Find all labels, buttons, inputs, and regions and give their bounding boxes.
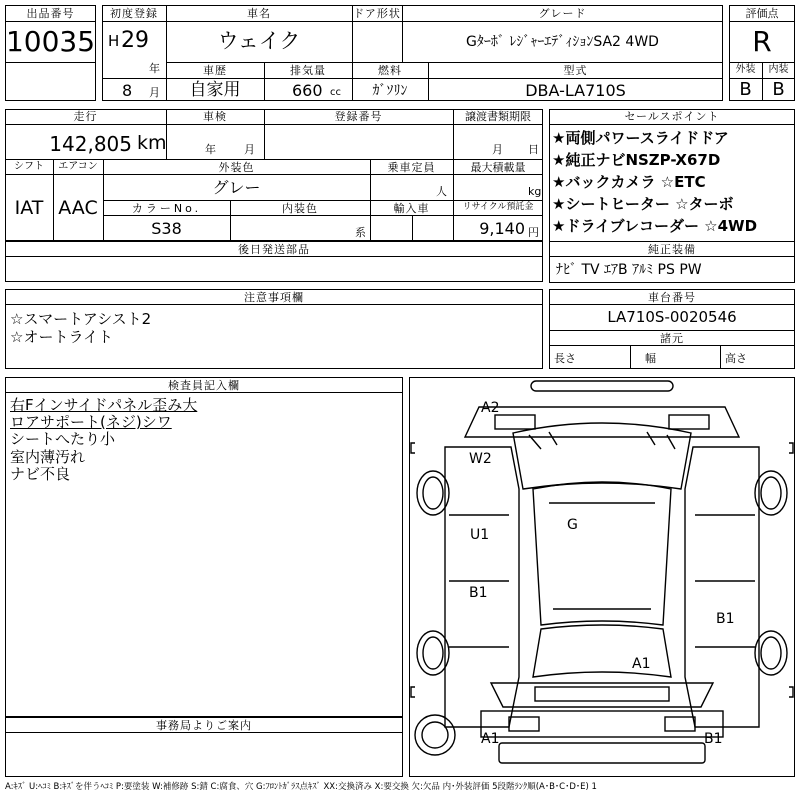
- width-label: 幅: [645, 352, 656, 365]
- lot-no-header: 出品番号: [26, 7, 75, 20]
- length-label: 長さ: [554, 352, 576, 365]
- history-value: 自家用: [189, 80, 241, 100]
- displacement-value: 660: [292, 81, 323, 100]
- note-2: ☆オートライト: [10, 328, 113, 346]
- exterior-header: 外装: [735, 64, 756, 75]
- mark-a1-mid: A1: [632, 656, 651, 672]
- inspection-header: 車検: [203, 110, 227, 123]
- mark-u1: U1: [470, 527, 490, 543]
- ac-header: エアコン: [58, 161, 98, 172]
- fuel-value: ｶﾞｿﾘﾝ: [372, 83, 408, 99]
- import-header: 輸入車: [393, 202, 430, 215]
- ext-color-value: グレー: [212, 178, 261, 197]
- mark-a1-bottom: A1: [481, 731, 500, 747]
- recycle-unit: 円: [528, 226, 539, 239]
- mark-b1-bottom: B1: [704, 731, 723, 747]
- grade-header: グレード: [538, 7, 587, 20]
- recycle-value: 9,140: [479, 219, 525, 238]
- transfer-deadline-header: 譲渡書類期限: [465, 110, 531, 123]
- model-code-value: DBA-LA710S: [525, 81, 626, 100]
- notes-header: 注意事項欄: [244, 291, 304, 304]
- lot-no: 10035: [5, 25, 96, 58]
- grade-value: Gﾀｰﾎﾞ ﾚｼﾞｬｰｴﾃﾞｨｼｮﾝSA2 4WD: [466, 34, 659, 50]
- model-name: ウェイク: [217, 29, 301, 53]
- first-reg-month: 8: [122, 81, 133, 100]
- note-1: ☆スマートアシスト2: [10, 310, 152, 328]
- color-no-header: カラーNo.: [131, 202, 202, 215]
- int-color-unit: 系: [355, 226, 366, 239]
- year-unit: 年: [149, 62, 160, 75]
- car-diagram: [409, 377, 795, 777]
- displacement-unit: cc: [330, 87, 341, 98]
- transfer-month-unit: 月: [492, 143, 503, 156]
- fuel-header: 燃料: [378, 64, 402, 77]
- mileage-unit: km: [137, 132, 167, 154]
- mileage-value: 142,805: [49, 132, 132, 156]
- rating-value: R: [752, 25, 772, 58]
- model-name-header: 車名: [247, 7, 271, 20]
- inspection-month-unit: 月: [244, 143, 255, 156]
- inspector-note-5: ナビ不良: [10, 465, 71, 483]
- door-header: ドア形状: [353, 7, 401, 20]
- inspector-note-3: シートへたり小: [10, 430, 116, 448]
- sales-point-3: ★バックカメラ ☆ETC: [552, 173, 706, 191]
- inspector-note-4: 室内薄汚れ: [10, 448, 86, 466]
- equipment-value: ﾅﾋﾞ TV ｴｱB ｱﾙﾐ PS PW: [556, 262, 702, 278]
- interior-rating: B: [772, 79, 785, 100]
- history-header: 車歴: [203, 64, 227, 77]
- later-parts-header: 後日発送部品: [238, 243, 310, 256]
- ac-value: AAC: [58, 197, 98, 219]
- chassis-value: LA710S-0020546: [607, 308, 737, 326]
- mark-b1-right: B1: [716, 611, 735, 627]
- int-color-header: 内装色: [282, 202, 318, 215]
- office-header: 事務局よりご案内: [156, 719, 252, 732]
- dimensions-header: 諸元: [660, 332, 684, 345]
- sales-points-header: セールスポイント: [624, 110, 720, 123]
- interior-header: 内装: [768, 64, 789, 75]
- inspector-header: 検査員記入欄: [168, 379, 240, 392]
- exterior-rating: B: [739, 79, 752, 100]
- shift-value: IAT: [14, 197, 44, 219]
- sales-point-1: ★両側パワースライドドア: [552, 129, 729, 147]
- rating-header: 評価点: [745, 7, 779, 20]
- mark-w2: W2: [469, 451, 492, 467]
- height-label: 高さ: [725, 352, 747, 365]
- recycle-header: リサイクル預託金: [462, 202, 534, 212]
- ext-color-header: 外装色: [218, 161, 255, 174]
- inspector-note-2: ロアサポート(ネジ)シワ: [10, 413, 172, 431]
- equipment-header: 純正装備: [648, 243, 696, 256]
- sales-point-2: ★純正ナビNSZP-X67D: [552, 151, 721, 169]
- model-code-header: 型式: [563, 64, 588, 77]
- max-load-header: 最大積載量: [470, 161, 526, 174]
- chassis-header: 車台番号: [648, 291, 696, 304]
- mark-a2: A2: [481, 400, 500, 416]
- load-unit: kg: [528, 185, 542, 198]
- capacity-unit: 人: [436, 185, 447, 198]
- color-no-value: S38: [151, 219, 182, 238]
- shift-header: シフト: [14, 161, 44, 172]
- inspection-year-unit: 年: [205, 143, 216, 156]
- transfer-day-unit: 日: [528, 143, 539, 156]
- first-reg-header: 初度登録: [110, 7, 158, 20]
- sales-point-5: ★ドライブレコーダー ☆4WD: [552, 217, 758, 235]
- month-unit: 月: [149, 86, 160, 99]
- capacity-header: 乗車定員: [387, 161, 436, 174]
- mileage-header: 走行: [73, 110, 98, 123]
- reg-no-header: 登録番号: [334, 110, 383, 123]
- displacement-header: 排気量: [290, 64, 326, 77]
- sales-point-4: ★シートヒーター ☆ターボ: [552, 195, 734, 213]
- era: H: [108, 32, 120, 50]
- first-reg-year: 29: [121, 28, 149, 53]
- legend: A:ｷｽﾞ U:ﾍｺﾐ B:ｷｽﾞを伴うﾍｺﾐ P:要塗装 W:補修跡 S:錆 C:腐食、穴 G:ﾌﾛﾝﾄｶﾞﾗｽ点ｷｽﾞ XX:交換済み X:要交換 欠:欠品 内･外装評価 5段階ﾗﾝｸ順(A･B･C･D･E) 1: [5, 782, 597, 792]
- mark-g: G: [567, 517, 578, 533]
- mark-b1-left: B1: [469, 585, 488, 601]
- inspector-note-1: 右Fインサイドパネル歪み大: [10, 396, 198, 414]
